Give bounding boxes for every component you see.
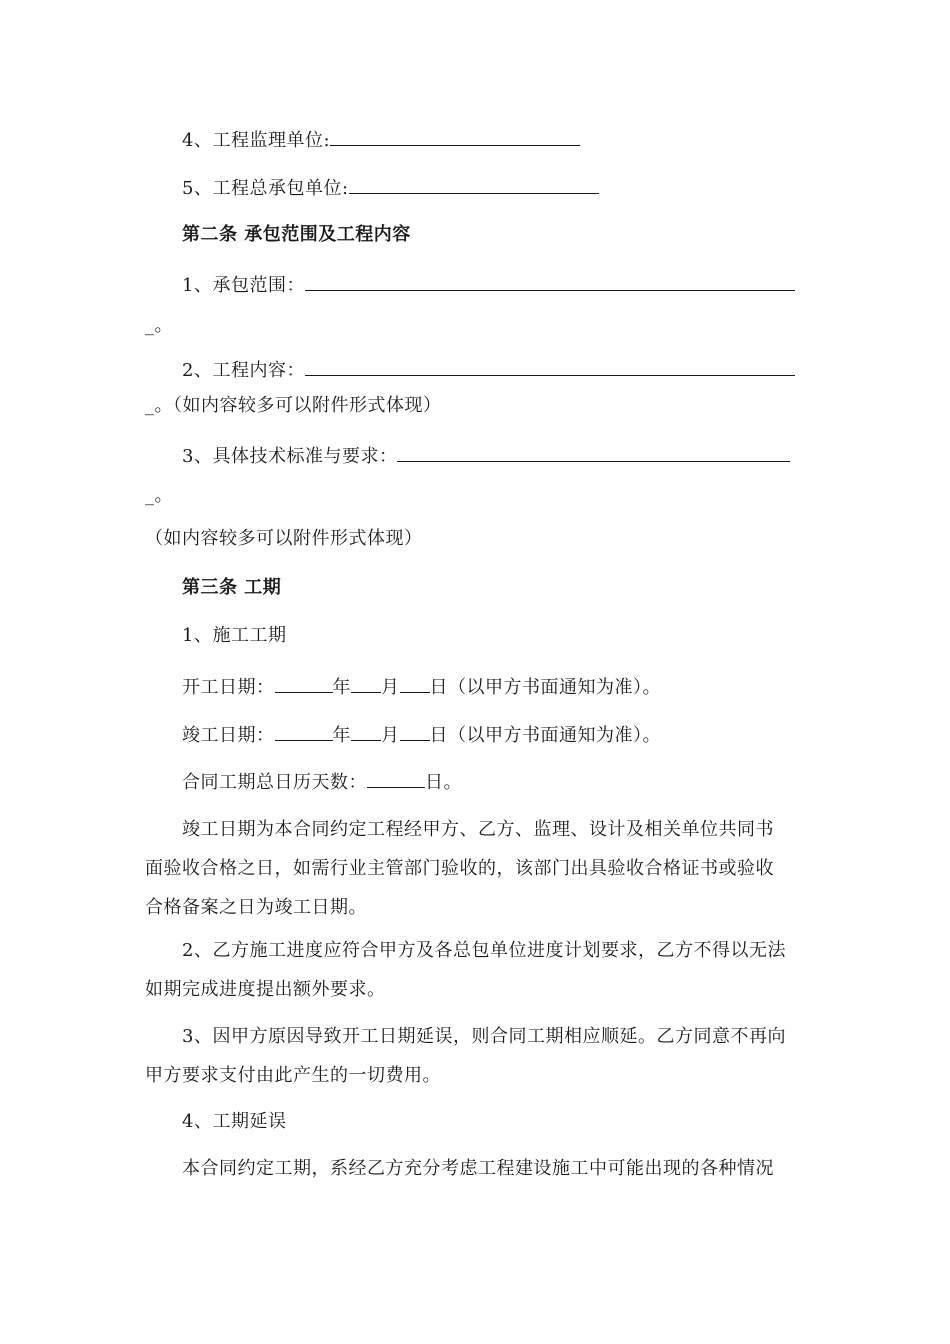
start-day-blank[interactable] — [400, 674, 430, 693]
general-contractor-label: 5、工程总承包单位: — [182, 178, 349, 199]
end-day-blank[interactable] — [400, 722, 430, 741]
tech-standard-end: _。 — [145, 485, 173, 506]
total-days-unit: 日。 — [425, 772, 462, 793]
completion-paragraph-line-3: 合格备案之日为竣工日期。 — [145, 897, 367, 918]
completion-paragraph-line-2: 面验收合格之日，如需行业主管部门验收的，该部门出具验收合格证书或验收 — [145, 858, 774, 879]
total-days-line — [182, 769, 462, 795]
construction-period-item: 1、施工工期 — [182, 625, 287, 646]
tech-standard-line — [182, 443, 790, 469]
end-month-blank[interactable] — [351, 722, 381, 741]
year-unit: 年 — [332, 725, 351, 746]
delay-extension-line-2: 甲方要求支付由此产生的一切费用。 — [145, 1065, 441, 1086]
tech-standard-note: （如内容较多可以附件形式体现） — [145, 528, 423, 549]
tech-standard-label: 3、具体技术标准与要求： — [182, 446, 398, 467]
general-contractor-line — [182, 175, 599, 201]
day-note: 日（以甲方书面通知为准）。 — [429, 677, 661, 698]
supervision-unit-blank[interactable] — [330, 127, 580, 146]
progress-item-line-2: 如期完成进度提出额外要求。 — [145, 979, 386, 1000]
article-3-heading: 第三条 工期 — [182, 577, 282, 598]
month-unit: 月 — [381, 725, 400, 746]
supervision-unit-line — [182, 127, 580, 153]
start-date-label: 开工日期： — [182, 677, 275, 698]
article-2-heading: 第二条 承包范围及工程内容 — [182, 224, 411, 245]
end-date-label: 竣工日期： — [182, 725, 275, 746]
day-note: 日（以甲方书面通知为准）。 — [429, 725, 661, 746]
total-days-label: 合同工期总日历天数： — [182, 772, 367, 793]
start-date-line — [182, 674, 661, 700]
total-days-blank[interactable] — [367, 769, 425, 788]
scope-line — [182, 272, 795, 298]
scope-label: 1、承包范围： — [182, 275, 305, 296]
completion-paragraph-line-1: 竣工日期为本合同约定工程经甲方、乙方、监理、设计及相关单位共同书 — [182, 819, 774, 840]
end-date-line — [182, 722, 661, 748]
supervision-unit-label: 4、工程监理单位: — [182, 130, 331, 151]
month-unit: 月 — [381, 677, 400, 698]
year-unit: 年 — [332, 677, 351, 698]
start-year-blank[interactable] — [275, 674, 333, 693]
scope-blank[interactable] — [305, 272, 795, 291]
delay-extension-line-1: 3、因甲方原因导致开工日期延误，则合同工期相应顺延。乙方同意不再向 — [182, 1026, 786, 1047]
period-delay-item: 4、工期延误 — [182, 1111, 287, 1132]
start-month-blank[interactable] — [351, 674, 381, 693]
period-delay-paragraph-line-1: 本合同约定工期，系经乙方充分考虑工程建设施工中可能出现的各种情况 — [182, 1158, 774, 1179]
progress-item-line-1: 2、乙方施工进度应符合甲方及各总包单位进度计划要求，乙方不得以无法 — [182, 940, 786, 961]
tech-standard-blank[interactable] — [397, 443, 790, 462]
content-end: _。（如内容较多可以附件形式体现） — [145, 395, 442, 416]
content-line — [182, 357, 795, 383]
end-year-blank[interactable] — [275, 722, 333, 741]
content-blank[interactable] — [305, 357, 795, 376]
content-label: 2、工程内容： — [182, 360, 305, 381]
scope-end: _。 — [145, 315, 173, 336]
general-contractor-blank[interactable] — [349, 175, 599, 194]
